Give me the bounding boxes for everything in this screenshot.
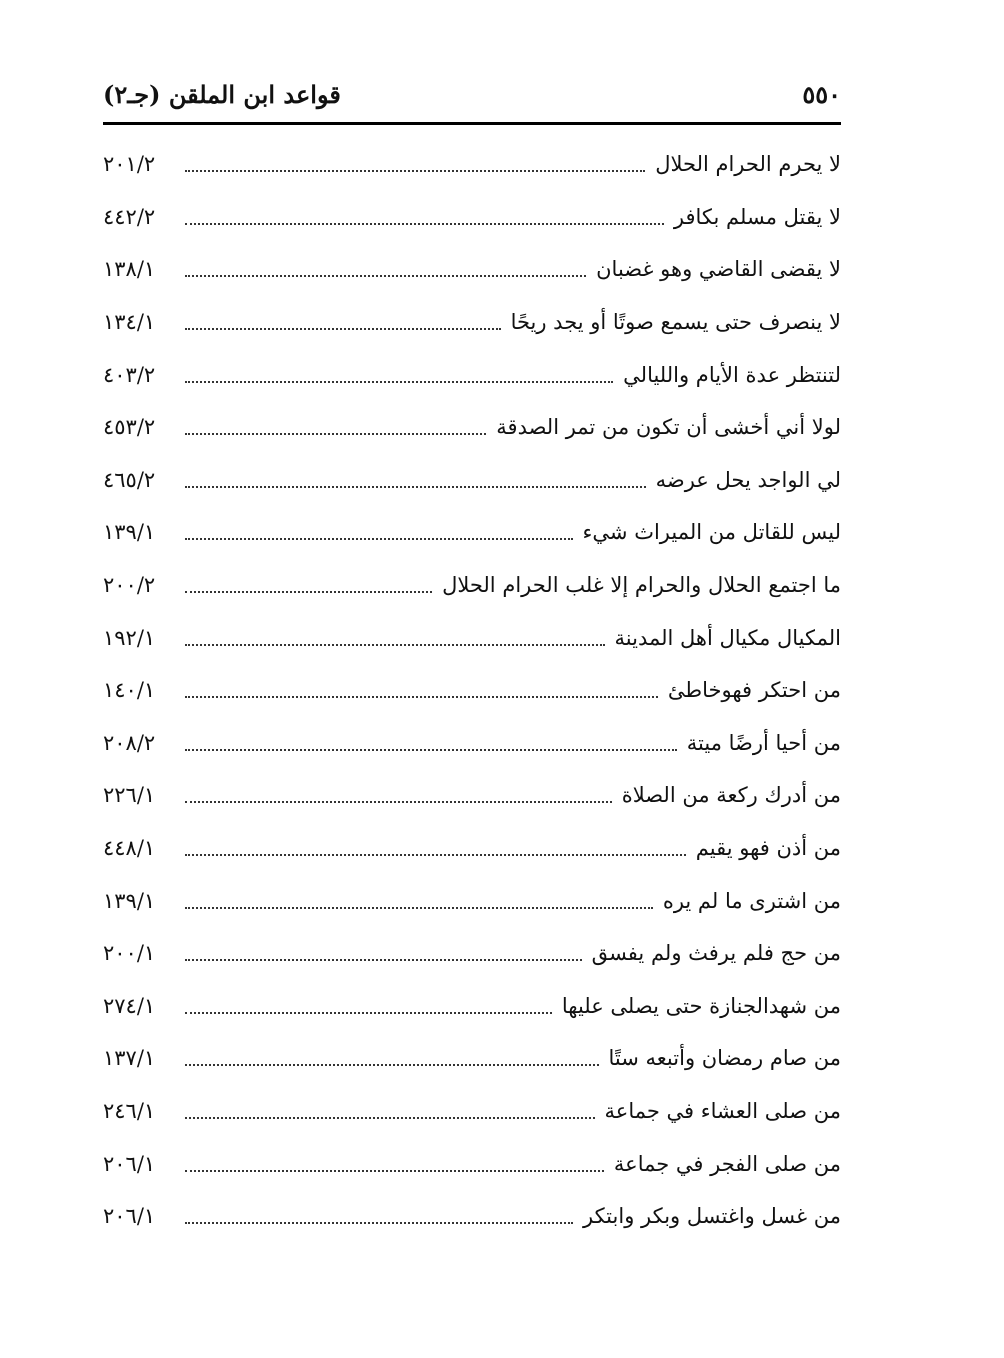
dot-leader — [185, 223, 664, 225]
index-entry — [103, 1085, 841, 1138]
index-entry — [103, 191, 841, 244]
index-entry — [103, 243, 841, 296]
entry-text: من صلى الفجر في جماعة — [613, 1151, 841, 1176]
entry-text: من اشترى ما لم يره — [662, 888, 841, 913]
header-rule — [103, 122, 841, 125]
entry-text: ليس للقاتل من الميراث شيء — [582, 520, 841, 545]
dot-leader — [185, 959, 582, 961]
entry-reference: ٢٠٦/١ — [103, 1151, 156, 1176]
dot-leader — [185, 275, 586, 277]
entry-text: لا يقتل مسلم بكافر — [673, 204, 841, 229]
dot-leader — [185, 433, 486, 435]
dot-leader — [185, 1064, 599, 1066]
index-entry — [103, 822, 841, 875]
entry-reference: ٢٢٦/١ — [103, 783, 156, 808]
dot-leader — [185, 538, 573, 540]
index-entry — [103, 664, 841, 717]
entry-text: من احتكر فهوخاطئ — [667, 678, 841, 703]
entry-text: من أذن فهو يقيم — [695, 836, 841, 861]
dot-leader — [185, 328, 501, 330]
dot-leader — [185, 854, 686, 856]
entry-text: لولا أني أخشى أن تكون من تمر الصدقة — [496, 415, 841, 440]
index-list — [103, 138, 841, 1242]
dot-leader — [185, 907, 653, 909]
entry-text: من أحيا أرضًا ميتة — [686, 730, 841, 755]
entry-reference: ١٤٠/١ — [103, 678, 156, 703]
dot-leader — [185, 801, 612, 803]
book-title: قواعد ابن الملقن (جـ٢) — [103, 79, 341, 109]
entry-text: من شهدالجنازة حتى يصلى عليها — [561, 993, 841, 1018]
index-entry — [103, 874, 841, 927]
index-entry — [103, 506, 841, 559]
entry-reference: ٢٧٤/١ — [103, 993, 156, 1018]
index-entry — [103, 1190, 841, 1243]
entry-text: لا يقضى القاضي وهو غضبان — [596, 257, 841, 282]
index-entry — [103, 1137, 841, 1190]
index-entry — [103, 401, 841, 454]
entry-text: من أدرك ركعة من الصلاة — [621, 783, 841, 808]
dot-leader — [185, 644, 605, 646]
entry-reference: ١٣٩/١ — [103, 888, 156, 913]
entry-text: من غسل واغتسل وبكر وابتكر — [583, 1204, 841, 1229]
dot-leader — [185, 749, 677, 751]
index-entry — [103, 138, 841, 191]
entry-text: من حج فلم يرفث ولم يفسق — [591, 941, 841, 966]
dot-leader — [185, 1012, 552, 1014]
entry-reference: ٢٠٠/٢ — [103, 573, 156, 598]
entry-reference: ١٣٨/١ — [103, 257, 156, 282]
entry-reference: ١٣٧/١ — [103, 1046, 156, 1071]
entry-text: لا ينصرف حتى يسمع صوتًا أو يجد ريحًا — [510, 310, 841, 335]
entry-text: لتنتظر عدة الأيام والليالي — [623, 362, 841, 387]
index-entry — [103, 1032, 841, 1085]
page-header — [103, 70, 841, 118]
entry-reference: ١٣٤/١ — [103, 310, 156, 335]
page-number: ٥٥٠ — [802, 79, 841, 109]
dot-leader — [185, 170, 645, 172]
entry-reference: ٤٤٢/٢ — [103, 204, 156, 229]
entry-text: ما اجتمع الحلال والحرام إلا غلب الحرام الحلال — [442, 573, 841, 598]
index-entry — [103, 454, 841, 507]
dot-leader — [185, 696, 658, 698]
index-entry — [103, 348, 841, 401]
index-entry — [103, 717, 841, 770]
index-entry — [103, 769, 841, 822]
index-entry — [103, 296, 841, 349]
entry-text: المكيال مكيال أهل المدينة — [614, 625, 841, 650]
entry-text: من صام رمضان وأتبعه ستًا — [608, 1046, 841, 1071]
entry-reference: ٤٥٣/٢ — [103, 415, 156, 440]
dot-leader — [185, 1222, 573, 1224]
entry-reference: ٢٤٦/١ — [103, 1098, 156, 1123]
entry-reference: ٢٠٦/١ — [103, 1204, 156, 1229]
dot-leader — [185, 1170, 604, 1172]
index-entry — [103, 611, 841, 664]
entry-reference: ٤٦٥/٢ — [103, 467, 156, 492]
entry-text: من صلى العشاء في جماعة — [604, 1098, 841, 1123]
dot-leader — [185, 486, 646, 488]
dot-leader — [185, 1117, 595, 1119]
entry-reference: ٤٠٣/٢ — [103, 362, 156, 387]
entry-reference: ٢٠٨/٢ — [103, 730, 156, 755]
entry-reference: ٢٠٠/١ — [103, 941, 156, 966]
index-entry — [103, 927, 841, 980]
entry-text: لا يحرم الحرام الحلال — [655, 152, 841, 177]
entry-reference: ٢٠١/٢ — [103, 152, 156, 177]
dot-leader — [185, 381, 613, 383]
dot-leader — [185, 591, 432, 593]
entry-reference: ١٣٩/١ — [103, 520, 156, 545]
entry-reference: ١٩٢/١ — [103, 625, 156, 650]
entry-text: لي الواجد يحل عرضه — [655, 467, 841, 492]
index-entry — [103, 980, 841, 1033]
entry-reference: ٤٤٨/١ — [103, 836, 156, 861]
index-entry — [103, 559, 841, 612]
